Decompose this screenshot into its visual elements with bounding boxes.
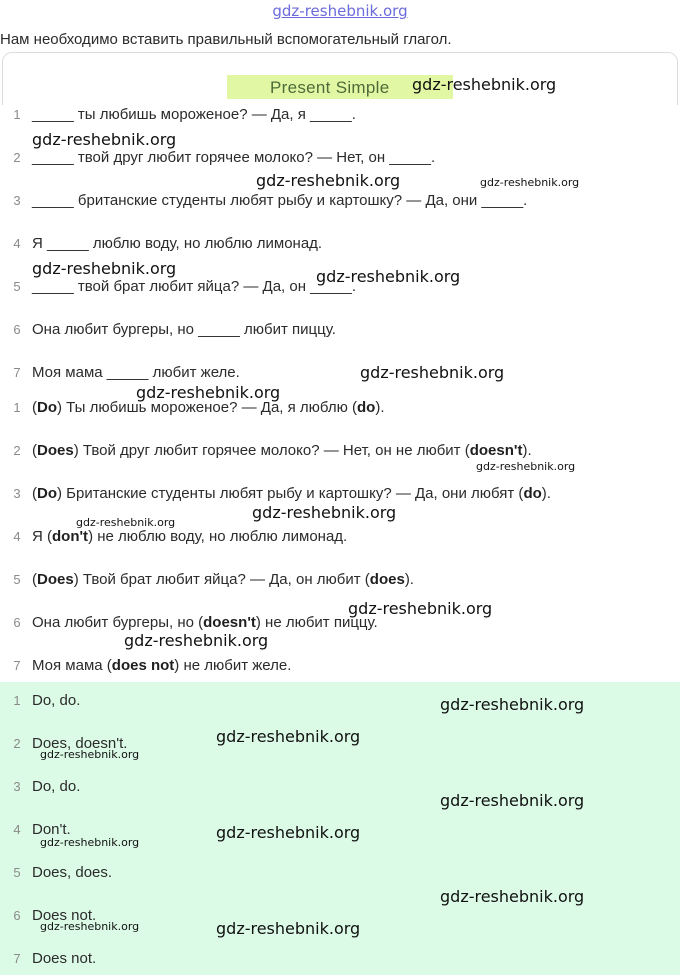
watermark: gdz-reshebnik.org: [40, 836, 140, 849]
watermark: gdz-reshebnik.org: [252, 503, 397, 522]
exercise-item: [0, 235, 680, 255]
answer-text: Does not.: [32, 950, 97, 967]
item-number: 3: [13, 779, 21, 794]
watermark: gdz-reshebnik.org: [412, 75, 557, 94]
exercise-item: [0, 321, 680, 341]
answer-text: Do, do.: [32, 692, 81, 709]
solution-text: (Do) Британские студенты любят рыбу и картошку? — Да, они любят (do).: [32, 485, 551, 502]
auxiliary-verb: Does: [37, 442, 74, 459]
exercise-text: _____ ты любишь мороженое? — Да, я _____.: [32, 106, 356, 123]
solution-text: Моя мама (does not) не любит желе.: [32, 657, 292, 674]
item-number: 1: [13, 693, 21, 708]
exercise-item: [0, 106, 680, 126]
watermark: gdz-reshebnik.org: [76, 516, 176, 529]
site-title-link[interactable]: gdz-reshebnik.org: [272, 2, 408, 20]
task-intro: Нам необходимо вставить правильный вспомогательный глагол.: [0, 31, 452, 48]
watermark: gdz-reshebnik.org: [360, 363, 505, 382]
watermark: gdz-reshebnik.org: [348, 599, 493, 618]
answer-text: Do, do.: [32, 778, 81, 795]
item-number: 1: [13, 107, 21, 122]
auxiliary-verb: do: [357, 399, 376, 416]
auxiliary-verb: Do: [37, 485, 57, 502]
item-number: 4: [13, 529, 21, 544]
watermark: gdz-reshebnik.org: [316, 267, 461, 286]
exercise-text: _____ британские студенты любят рыбу и картошку? — Да, они _____.: [32, 192, 528, 209]
solution-text: (Does) Твой друг любит горячее молоко? — Нет, он не любит (doesn't).: [32, 442, 532, 459]
item-number: 6: [13, 908, 21, 923]
auxiliary-verb: does not: [111, 657, 175, 674]
item-number: 7: [13, 365, 21, 380]
watermark: gdz-reshebnik.org: [124, 631, 269, 650]
item-number: 4: [13, 822, 21, 837]
answer-item: [0, 864, 680, 884]
exercise-item: [0, 149, 680, 169]
auxiliary-verb: do: [523, 485, 542, 502]
watermark: gdz-reshebnik.org: [32, 259, 177, 278]
auxiliary-verb: Does: [37, 571, 74, 588]
exercise-text: _____ твой брат любит яйца? — Да, он _____.: [32, 278, 357, 295]
watermark: gdz-reshebnik.org: [216, 919, 361, 938]
watermark: gdz-reshebnik.org: [440, 887, 585, 906]
item-number: 3: [13, 486, 21, 501]
item-number: 5: [13, 279, 21, 294]
exercise-text: Она любит бургеры, но _____ любит пиццу.: [32, 321, 336, 338]
exercise-text: Моя мама _____ любит желе.: [32, 364, 240, 381]
solution-item: [0, 614, 680, 634]
auxiliary-verb: don't: [52, 528, 89, 545]
solution-item: [0, 657, 680, 677]
answer-text: Don't.: [32, 821, 71, 838]
item-number: 6: [13, 615, 21, 630]
auxiliary-verb: doesn't: [469, 442, 523, 459]
watermark: gdz-reshebnik.org: [480, 176, 580, 189]
exercise-item: [0, 364, 680, 384]
watermark: gdz-reshebnik.org: [40, 748, 140, 761]
item-number: 3: [13, 193, 21, 208]
item-number: 5: [13, 572, 21, 587]
solution-item: [0, 571, 680, 591]
answer-text: Does not.: [32, 907, 97, 924]
item-number: 5: [13, 865, 21, 880]
auxiliary-verb: Do: [37, 399, 57, 416]
exercise-text: Я _____ люблю воду, но люблю лимонад.: [32, 235, 323, 252]
solution-item: [0, 442, 680, 462]
answer-text: Does, does.: [32, 864, 113, 881]
solution-item: [0, 528, 680, 548]
watermark: gdz-reshebnik.org: [40, 920, 140, 933]
solution-item: [0, 399, 680, 419]
watermark: gdz-reshebnik.org: [136, 383, 281, 402]
answer-item: [0, 950, 680, 970]
item-number: 2: [13, 443, 21, 458]
watermark: gdz-reshebnik.org: [440, 695, 585, 714]
solution-item: [0, 485, 680, 505]
item-number: 2: [13, 150, 21, 165]
exercise-item: [0, 192, 680, 212]
item-number: 4: [13, 236, 21, 251]
item-number: 7: [13, 951, 21, 966]
watermark: gdz-reshebnik.org: [32, 130, 177, 149]
watermark: gdz-reshebnik.org: [216, 727, 361, 746]
item-number: 1: [13, 400, 21, 415]
solution-text: Она любит бургеры, но (doesn't) не любит пиццу.: [32, 614, 378, 631]
auxiliary-verb: doesn't: [203, 614, 256, 631]
watermark: gdz-reshebnik.org: [440, 791, 585, 810]
solution-text: (Does) Твой брат любит яйца? — Да, он любит (does).: [32, 571, 414, 588]
auxiliary-verb: does: [369, 571, 405, 588]
solution-text: (Do) Ты любишь мороженое? — Да, я люблю (do).: [32, 399, 385, 416]
exercise-text: _____ твой друг любит горячее молоко? — Нет, он _____.: [32, 149, 436, 166]
item-number: 6: [13, 322, 21, 337]
watermark: gdz-reshebnik.org: [216, 823, 361, 842]
solution-text: Я (don't) не люблю воду, но люблю лимонад.: [32, 528, 348, 545]
item-number: 7: [13, 658, 21, 673]
watermark: gdz-reshebnik.org: [476, 460, 576, 473]
section-badge-label: Present Simple: [270, 78, 390, 97]
watermark: gdz-reshebnik.org: [256, 171, 401, 190]
answer-text: Does, doesn't.: [32, 735, 128, 752]
item-number: 2: [13, 736, 21, 751]
